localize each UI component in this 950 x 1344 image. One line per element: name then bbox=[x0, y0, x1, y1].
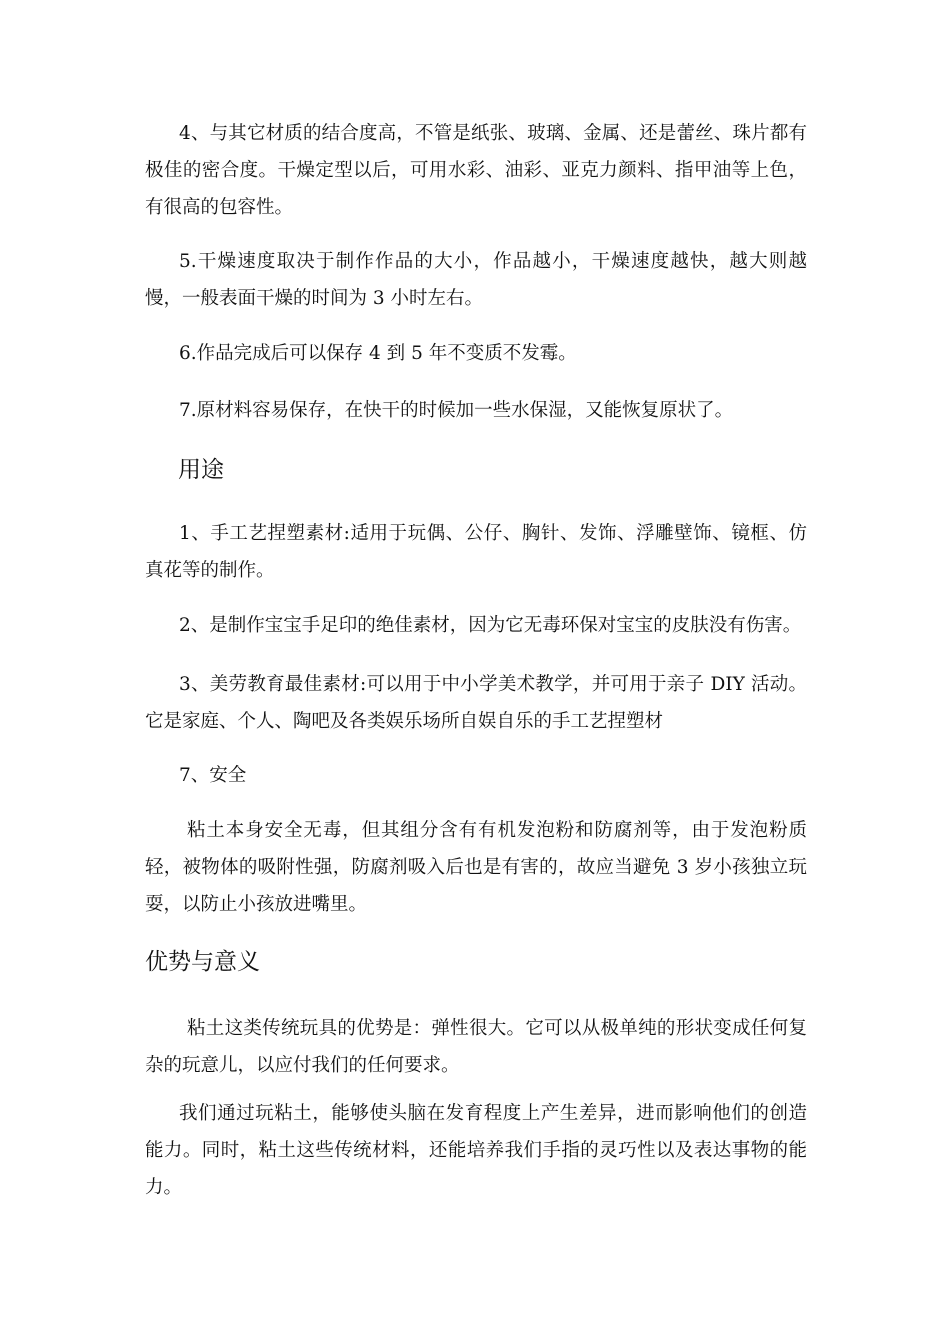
uses-heading: 用途 bbox=[178, 457, 224, 483]
property-item-6: 6.作品完成后可以保存 4 到 5 年不变质不发霉。 bbox=[179, 343, 577, 364]
use-item-2: 2、是制作宝宝手足印的绝佳素材，因为它无毒环保对宝宝的皮肤没有伤害。 bbox=[179, 615, 802, 636]
advantages-paragraph-1: 粘土这类传统玩具的优势是：弹性很大。它可以从极单纯的形状变成任何复杂的玩意儿，以应付我们的任何要求。 bbox=[145, 1018, 807, 1076]
use-item-1: 1、手工艺捏塑素材:适用于玩偶、公仔、胸针、发饰、浮雕壁饰、镜框、仿真花等的制作。 bbox=[145, 523, 807, 581]
property-item-5: 5.干燥速度取决于制作作品的大小，作品越小，干燥速度越快，越大则越慢，一般表面干燥的时间为 3 小时左右。 bbox=[145, 251, 807, 309]
property-item-4: 4、与其它材质的结合度高，不管是纸张、玻璃、金属、还是蕾丝、珠片都有极佳的密合度。干燥定型以后，可用水彩、油彩、亚克力颜料、指甲油等上色，有很高的包容性。 bbox=[145, 123, 807, 218]
safety-heading: 7、安全 bbox=[179, 765, 247, 786]
use-item-3: 3、美劳教育最佳素材:可以用于中小学美术教学，并可用于亲子 DIY 活动。它是家庭、个人、陶吧及各类娱乐场所自娱自乐的手工艺捏塑材 bbox=[145, 674, 807, 732]
safety-text: 粘土本身安全无毒，但其组分含有有机发泡粉和防腐剂等，由于发泡粉质轻，被物体的吸附性强，防腐剂吸入后也是有害的，故应当避免 3 岁小孩独立玩耍，以防止小孩放进嘴里。 bbox=[145, 820, 807, 915]
advantages-heading: 优势与意义 bbox=[145, 949, 260, 975]
advantages-paragraph-2: 我们通过玩粘土，能够使头脑在发育程度上产生差异，进而影响他们的创造能力。同时，粘土这些传统材料，还能培养我们手指的灵巧性以及表达事物的能力。 bbox=[145, 1103, 807, 1198]
property-item-7: 7.原材料容易保存，在快干的时候加一些水保湿，又能恢复原状了。 bbox=[179, 400, 734, 421]
